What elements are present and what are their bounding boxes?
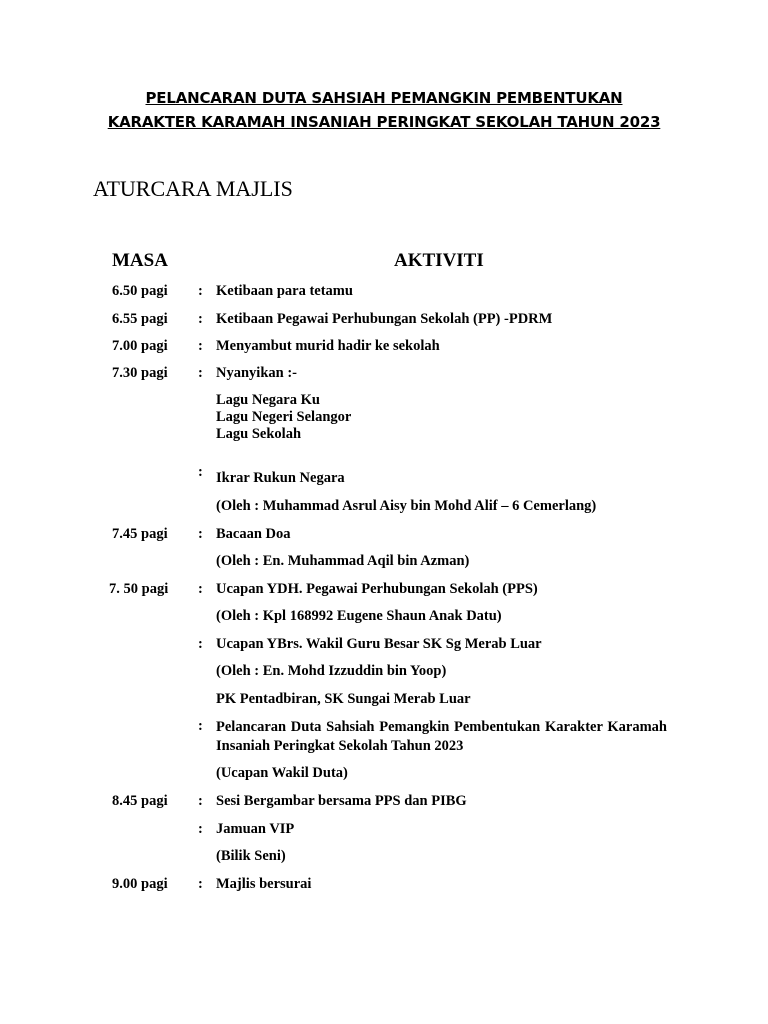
schedule-activity: Majlis bersurai (216, 876, 312, 892)
song-item: Lagu Negeri Selangor (216, 409, 352, 425)
schedule-activity: Ketibaan para tetamu (216, 283, 353, 299)
document-title-line-2: KARAKTER KARAMAH INSANIAH PERINGKAT SEKOLAH TAHUN 2023 (107, 113, 661, 131)
schedule-activity: Ucapan YBrs. Wakil Guru Besar SK Sg Merab Luar (216, 636, 542, 652)
column-header-aktiviti: AKTIVITI (394, 250, 484, 271)
song-item: Lagu Negara Ku (216, 392, 320, 408)
schedule-activity: Bacaan Doa (216, 526, 291, 542)
schedule-activity: Menyambut murid hadir ke sekolah (216, 338, 440, 354)
separator-colon: : (198, 526, 203, 542)
schedule-time: 7. 50 pagi (109, 581, 169, 597)
separator-colon: : (198, 793, 203, 809)
schedule-activity: Ketibaan Pegawai Perhubungan Sekolah (PP) -PDRM (216, 311, 553, 327)
schedule-activity: Pelancaran Duta Sahsiah Pemangkin Pembentukan Karakter Karamah Insaniah Peringkat Sekolah Tahun 2023 (216, 719, 667, 754)
schedule-time: 7.00 pagi (112, 338, 168, 354)
schedule-note: (Oleh : En. Mohd Izzuddin bin Yoop) (216, 663, 447, 679)
schedule-activity: Ikrar Rukun Negara (216, 470, 345, 486)
separator-colon: : (198, 876, 203, 892)
song-item: Lagu Sekolah (216, 426, 302, 442)
schedule-time: 6.55 pagi (112, 311, 168, 327)
schedule-note: PK Pentadbiran, SK Sungai Merab Luar (216, 691, 471, 707)
separator-colon: : (198, 365, 203, 381)
separator-colon: : (198, 283, 203, 299)
separator-colon: : (198, 636, 203, 652)
schedule-note: (Oleh : En. Muhammad Aqil bin Azman) (216, 553, 470, 569)
separator-colon: : (198, 338, 203, 354)
schedule-time: 7.30 pagi (112, 365, 168, 381)
schedule-time: 9.00 pagi (112, 876, 168, 892)
schedule-activity: Ucapan YDH. Pegawai Perhubungan Sekolah (PPS) (216, 581, 538, 597)
separator-colon: : (198, 718, 203, 734)
separator-colon: : (198, 821, 203, 837)
schedule-time: 7.45 pagi (112, 526, 168, 542)
schedule-time: 8.45 pagi (112, 793, 168, 809)
separator-colon: : (198, 581, 203, 597)
schedule-time: 6.50 pagi (112, 283, 168, 299)
schedule-activity: Jamuan VIP (216, 821, 295, 837)
schedule-note: (Oleh : Kpl 168992 Eugene Shaun Anak Datu) (216, 608, 502, 624)
schedule-note: (Bilik Seni) (216, 848, 286, 864)
schedule-activity: Nyanyikan :- (216, 365, 297, 381)
section-heading: ATURCARA MAJLIS (93, 176, 293, 201)
schedule-note: (Oleh : Muhammad Asrul Aisy bin Mohd Alif – 6 Cemerlang) (216, 498, 597, 514)
separator-colon: : (198, 311, 203, 327)
separator-colon: : (198, 464, 203, 480)
schedule-activity: Sesi Bergambar bersama PPS dan PIBG (216, 793, 467, 809)
document-title-line-1: PELANCARAN DUTA SAHSIAH PEMANGKIN PEMBENTUKAN (145, 89, 623, 107)
column-header-masa: MASA (112, 250, 168, 271)
schedule-note: (Ucapan Wakil Duta) (216, 765, 348, 781)
